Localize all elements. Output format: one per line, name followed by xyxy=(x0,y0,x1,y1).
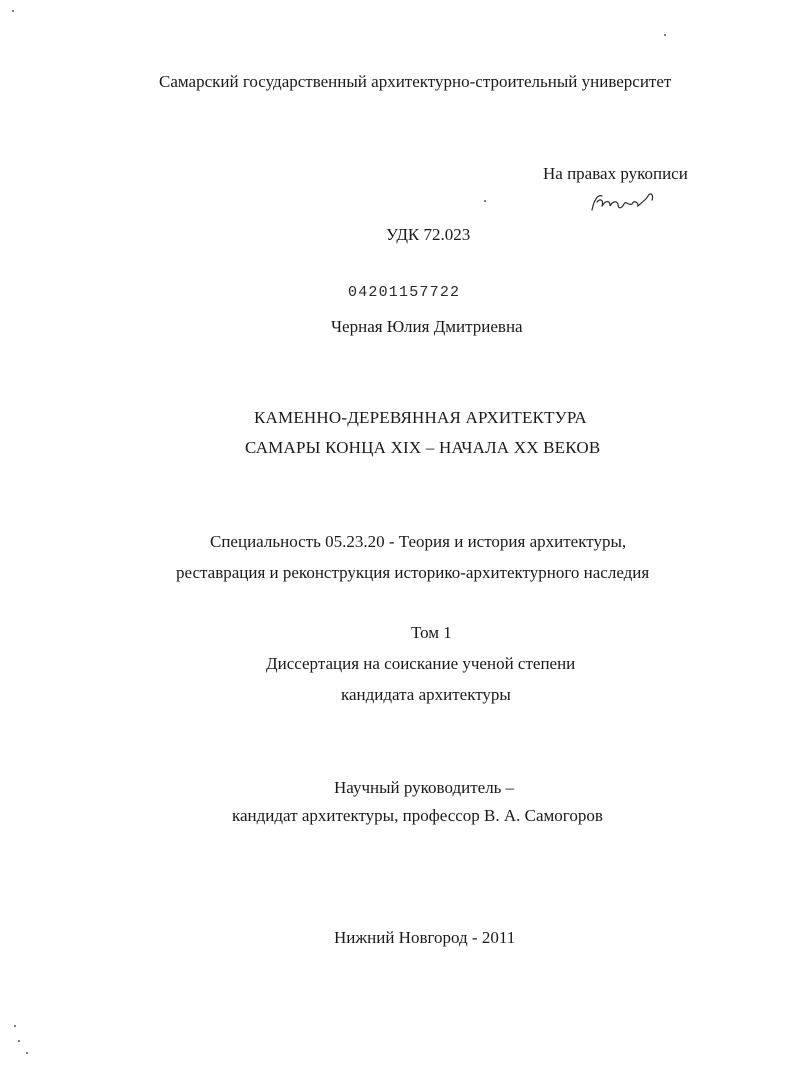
university-name: Самарский государственный архитектурно-строительный университет xyxy=(159,72,672,91)
scan-speck xyxy=(18,1040,20,1042)
thesis-title-line-2: САМАРЫ КОНЦА XIX – НАЧАЛА XX ВЕКОВ xyxy=(245,438,601,457)
registration-number: 04201157722 xyxy=(348,284,461,301)
supervisor-label: Научный руководитель – xyxy=(334,778,515,797)
degree-line-1: Диссертация на соискание ученой степени xyxy=(266,654,576,673)
scan-speck xyxy=(14,1025,16,1027)
thesis-title-line-1: КАМЕННО-ДЕРЕВЯННАЯ АРХИТЕКТУРА xyxy=(254,408,587,427)
specialty-line-1: Специальность 05.23.20 - Теория и история архитектуры, xyxy=(210,532,627,551)
scan-speck xyxy=(664,34,666,36)
scan-speck xyxy=(484,200,486,202)
author-name: Черная Юлия Дмитриевна xyxy=(331,317,523,336)
degree-line-2: кандидата архитектуры xyxy=(341,685,511,704)
author-signature xyxy=(588,188,658,216)
scan-speck xyxy=(12,10,14,12)
udc-code: УДК 72.023 xyxy=(386,225,471,244)
manuscript-rights-label: На правах рукописи xyxy=(543,164,688,183)
scan-speck xyxy=(26,1052,28,1054)
volume-label: Том 1 xyxy=(411,623,452,642)
supervisor-name: кандидат архитектуры, профессор В. А. Самогоров xyxy=(232,806,603,825)
specialty-line-2: реставрация и реконструкция историко-архитектурного наследия xyxy=(176,563,650,582)
city-year: Нижний Новгород - 2011 xyxy=(334,928,516,947)
